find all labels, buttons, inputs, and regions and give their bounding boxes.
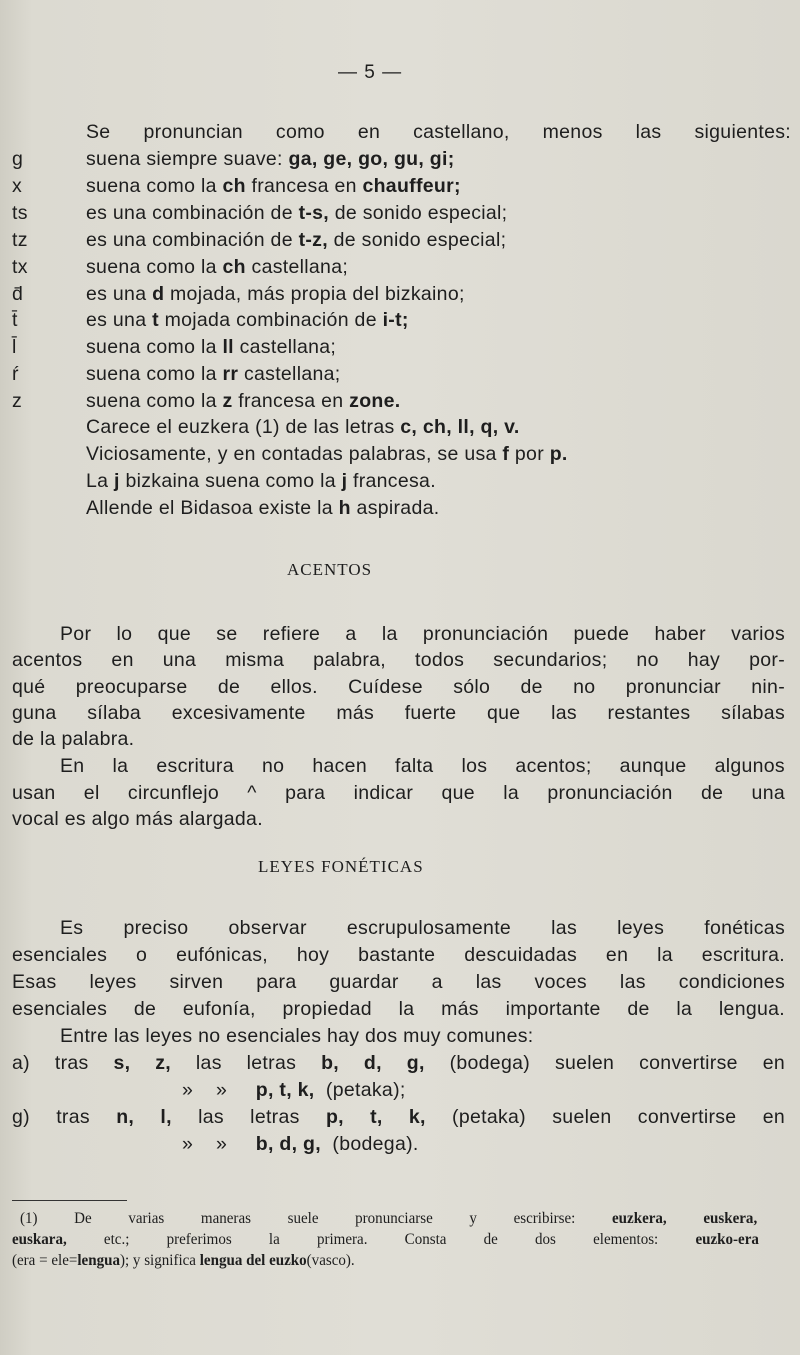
text-run: es una combinación de	[86, 228, 299, 251]
bold-text: h	[338, 497, 351, 519]
bold-text: rr	[222, 363, 239, 386]
text-run: de la palabra.	[12, 728, 135, 750]
text-run: esenciales o eufónicas, hoy bastante descuidadas en la escritura.	[12, 944, 785, 966]
bold-text: i-t;	[382, 309, 409, 332]
text-run: suena como la	[86, 174, 223, 197]
text-run: mojada, más propia del bizkaino;	[164, 282, 465, 305]
bold-text: j	[341, 470, 348, 492]
text-run: suena siempre suave:	[86, 148, 289, 170]
paragraph-line	[182, 1133, 785, 1155]
text-run: (petaka) suelen convertirse en	[425, 1106, 785, 1128]
text-run: suena como la	[86, 390, 223, 413]
text-run: castellana;	[238, 363, 341, 386]
bold-text: d	[152, 282, 165, 305]
paragraph-line	[12, 676, 785, 698]
text-run: francesa en	[245, 174, 363, 197]
text-run: ŕ	[12, 363, 19, 386]
text-run: de sonido especial;	[327, 228, 507, 251]
text-run: ts	[12, 201, 28, 224]
text-run: por	[509, 443, 550, 465]
text-run: acentos en una misma palabra, todos secundarios; no hay por-	[12, 649, 785, 671]
text-run: En la escritura no hacen falta los acentos; aunque algunos	[60, 755, 785, 777]
bold-text: b, d, g,	[321, 1052, 425, 1074]
text-run: francesa en	[232, 390, 350, 413]
paragraph-line	[12, 702, 785, 724]
text-run: l̄	[12, 336, 17, 359]
text-run: g	[12, 148, 24, 170]
footnote-line	[20, 1208, 757, 1229]
bold-text: t-s,	[298, 201, 330, 224]
letter-description	[86, 202, 507, 224]
bold-text: b, d, g,	[255, 1133, 321, 1155]
intro-line	[86, 121, 791, 143]
text-run: x	[12, 174, 23, 197]
text-run: las letras	[171, 1106, 326, 1128]
bold-text: n, l,	[116, 1106, 172, 1128]
bold-text: lengua	[77, 1252, 120, 1269]
text-run: es una	[86, 282, 153, 305]
letter-label	[12, 336, 17, 358]
bold-text: f	[502, 443, 510, 465]
text-run: bizkaina suena como la	[119, 470, 342, 492]
bold-text: euzko-era	[695, 1231, 759, 1248]
text-run: tx	[12, 255, 28, 278]
text-run: Es preciso observar escrupulosamente las leyes fonéticas	[60, 917, 785, 939]
letter-description	[86, 148, 455, 170]
bold-text: ch	[222, 255, 246, 278]
text-run: suena como la	[86, 363, 223, 386]
letter-label	[12, 175, 22, 197]
letter-label	[12, 390, 22, 412]
paragraph-line	[12, 808, 785, 830]
letter-label	[12, 229, 28, 251]
bold-text: j	[114, 470, 120, 492]
letter-description	[86, 256, 348, 278]
letter-description	[86, 363, 340, 385]
text-run: (1) De varias maneras suele pronunciarse y escribirse:	[20, 1210, 613, 1227]
text-run: castellana;	[245, 255, 349, 278]
text-run: Entre las leyes no esenciales hay dos muy comunes:	[60, 1025, 534, 1047]
text-run: ); y significa	[119, 1252, 200, 1269]
text-run: esenciales de eufonía, propiedad la más importante de la lengua.	[12, 998, 785, 1020]
paragraph-line	[12, 782, 785, 804]
paragraph-line	[60, 623, 785, 645]
page-number: — 5 —	[338, 62, 403, 83]
bold-text: ch	[222, 174, 246, 197]
footnote-line	[12, 1250, 759, 1271]
text-run: (era = ele=	[12, 1252, 78, 1269]
paragraph-line	[12, 971, 785, 993]
footnote-line	[12, 1229, 759, 1250]
text-run: (bodega) suelen convertirse en	[424, 1052, 785, 1074]
paragraph-line	[12, 649, 785, 671]
bold-text: lengua del euzko	[199, 1252, 307, 1269]
text-run: las letras	[171, 1052, 322, 1074]
paragraph-line	[60, 755, 785, 777]
text-run: La	[86, 470, 115, 492]
text-run: Esas leyes sirven para guardar a las voces las condiciones	[12, 971, 785, 993]
text-run: castellana;	[233, 336, 337, 359]
bold-text: p.	[549, 443, 568, 465]
bold-text: chauffeur;	[362, 174, 461, 197]
text-run: tz	[12, 228, 28, 251]
bold-text: p, t, k,	[255, 1079, 315, 1101]
text-run: » »	[182, 1133, 256, 1155]
paragraph-line	[60, 1025, 785, 1047]
letter-label	[12, 202, 28, 224]
text-run: vocal es algo más alargada.	[12, 808, 263, 830]
letter-label	[12, 283, 23, 305]
letter-label	[12, 256, 28, 278]
text-run: Viciosamente, y en contadas palabras, se usa	[86, 443, 503, 465]
letter-label	[12, 309, 18, 331]
paragraph-line	[12, 998, 785, 1020]
text-run: Allende el Bidasoa existe la	[86, 497, 339, 519]
paragraph-line	[12, 1052, 785, 1074]
text-run: z	[12, 390, 23, 413]
paragraph-line	[12, 1106, 785, 1128]
letter-label	[12, 363, 19, 385]
bold-text: euzkera, euskera,	[612, 1210, 758, 1227]
text-run: (vasco).	[306, 1252, 355, 1269]
letter-description	[86, 336, 336, 358]
letter-label	[12, 148, 23, 170]
text-run: guna sílaba excesivamente más fuerte que las restantes sílabas	[12, 702, 785, 724]
note-line	[86, 470, 436, 492]
bold-text: c, ch, ll, q, v.	[400, 416, 520, 438]
text-run: es una	[86, 309, 153, 332]
letter-description	[86, 309, 409, 331]
text-run: de sonido especial;	[329, 201, 508, 224]
note-line	[86, 497, 439, 519]
bold-text: euskara,	[12, 1231, 67, 1248]
bold-text: s, z,	[113, 1052, 172, 1074]
text-run: Se pronuncian como en castellano, menos las siguientes:	[86, 121, 791, 143]
text-run: suena como la	[86, 336, 223, 359]
text-run: Por lo que se refiere a la pronunciación puede haber varios	[60, 623, 785, 645]
bold-text: ga, ge, go, gu, gi;	[288, 148, 455, 170]
text-run: usan el circunflejo ^ para indicar que la pronunciación de una	[12, 782, 785, 804]
bold-text: ll	[222, 336, 234, 359]
section-heading-leyes-foneticas: LEYES FONÉTICAS	[258, 857, 424, 876]
letter-description	[86, 283, 465, 305]
letter-description	[86, 390, 401, 412]
text-run: a) tras	[12, 1052, 114, 1074]
bold-text: z	[222, 390, 233, 413]
text-run: qué preocuparse de ellos. Cuídese sólo de no pronunciar nin-	[12, 676, 785, 698]
note-line	[86, 416, 520, 438]
bold-text: t	[152, 309, 159, 332]
text-run: aspirada.	[350, 497, 440, 519]
paragraph-line	[12, 944, 785, 966]
text-run: g) tras	[12, 1106, 117, 1128]
text-run: etc.; preferimos la primera. Consta de dos elementos:	[66, 1231, 696, 1248]
letter-description	[86, 175, 461, 197]
footnote-divider	[12, 1200, 127, 1201]
text-run: d̄	[12, 282, 24, 305]
section-heading-acentos: ACENTOS	[287, 560, 373, 579]
paragraph-line	[60, 917, 785, 939]
paragraph-line	[12, 728, 785, 750]
note-line	[86, 443, 568, 465]
text-run: t̄	[12, 309, 18, 332]
text-run: es una combinación de	[86, 201, 299, 224]
text-run: (bodega).	[320, 1133, 419, 1155]
letter-description	[86, 229, 506, 251]
bold-text: zone.	[349, 390, 401, 413]
text-run: suena como la	[86, 255, 223, 278]
text-run: francesa.	[347, 470, 436, 492]
text-run: Carece el euzkera (1) de las letras	[86, 416, 401, 438]
bold-text: t-z,	[298, 228, 328, 251]
text-run: » »	[182, 1079, 256, 1101]
paragraph-line	[182, 1079, 785, 1101]
text-run: mojada combinación de	[158, 309, 383, 332]
bold-text: p, t, k,	[325, 1106, 426, 1128]
text-run: (petaka);	[314, 1079, 406, 1101]
